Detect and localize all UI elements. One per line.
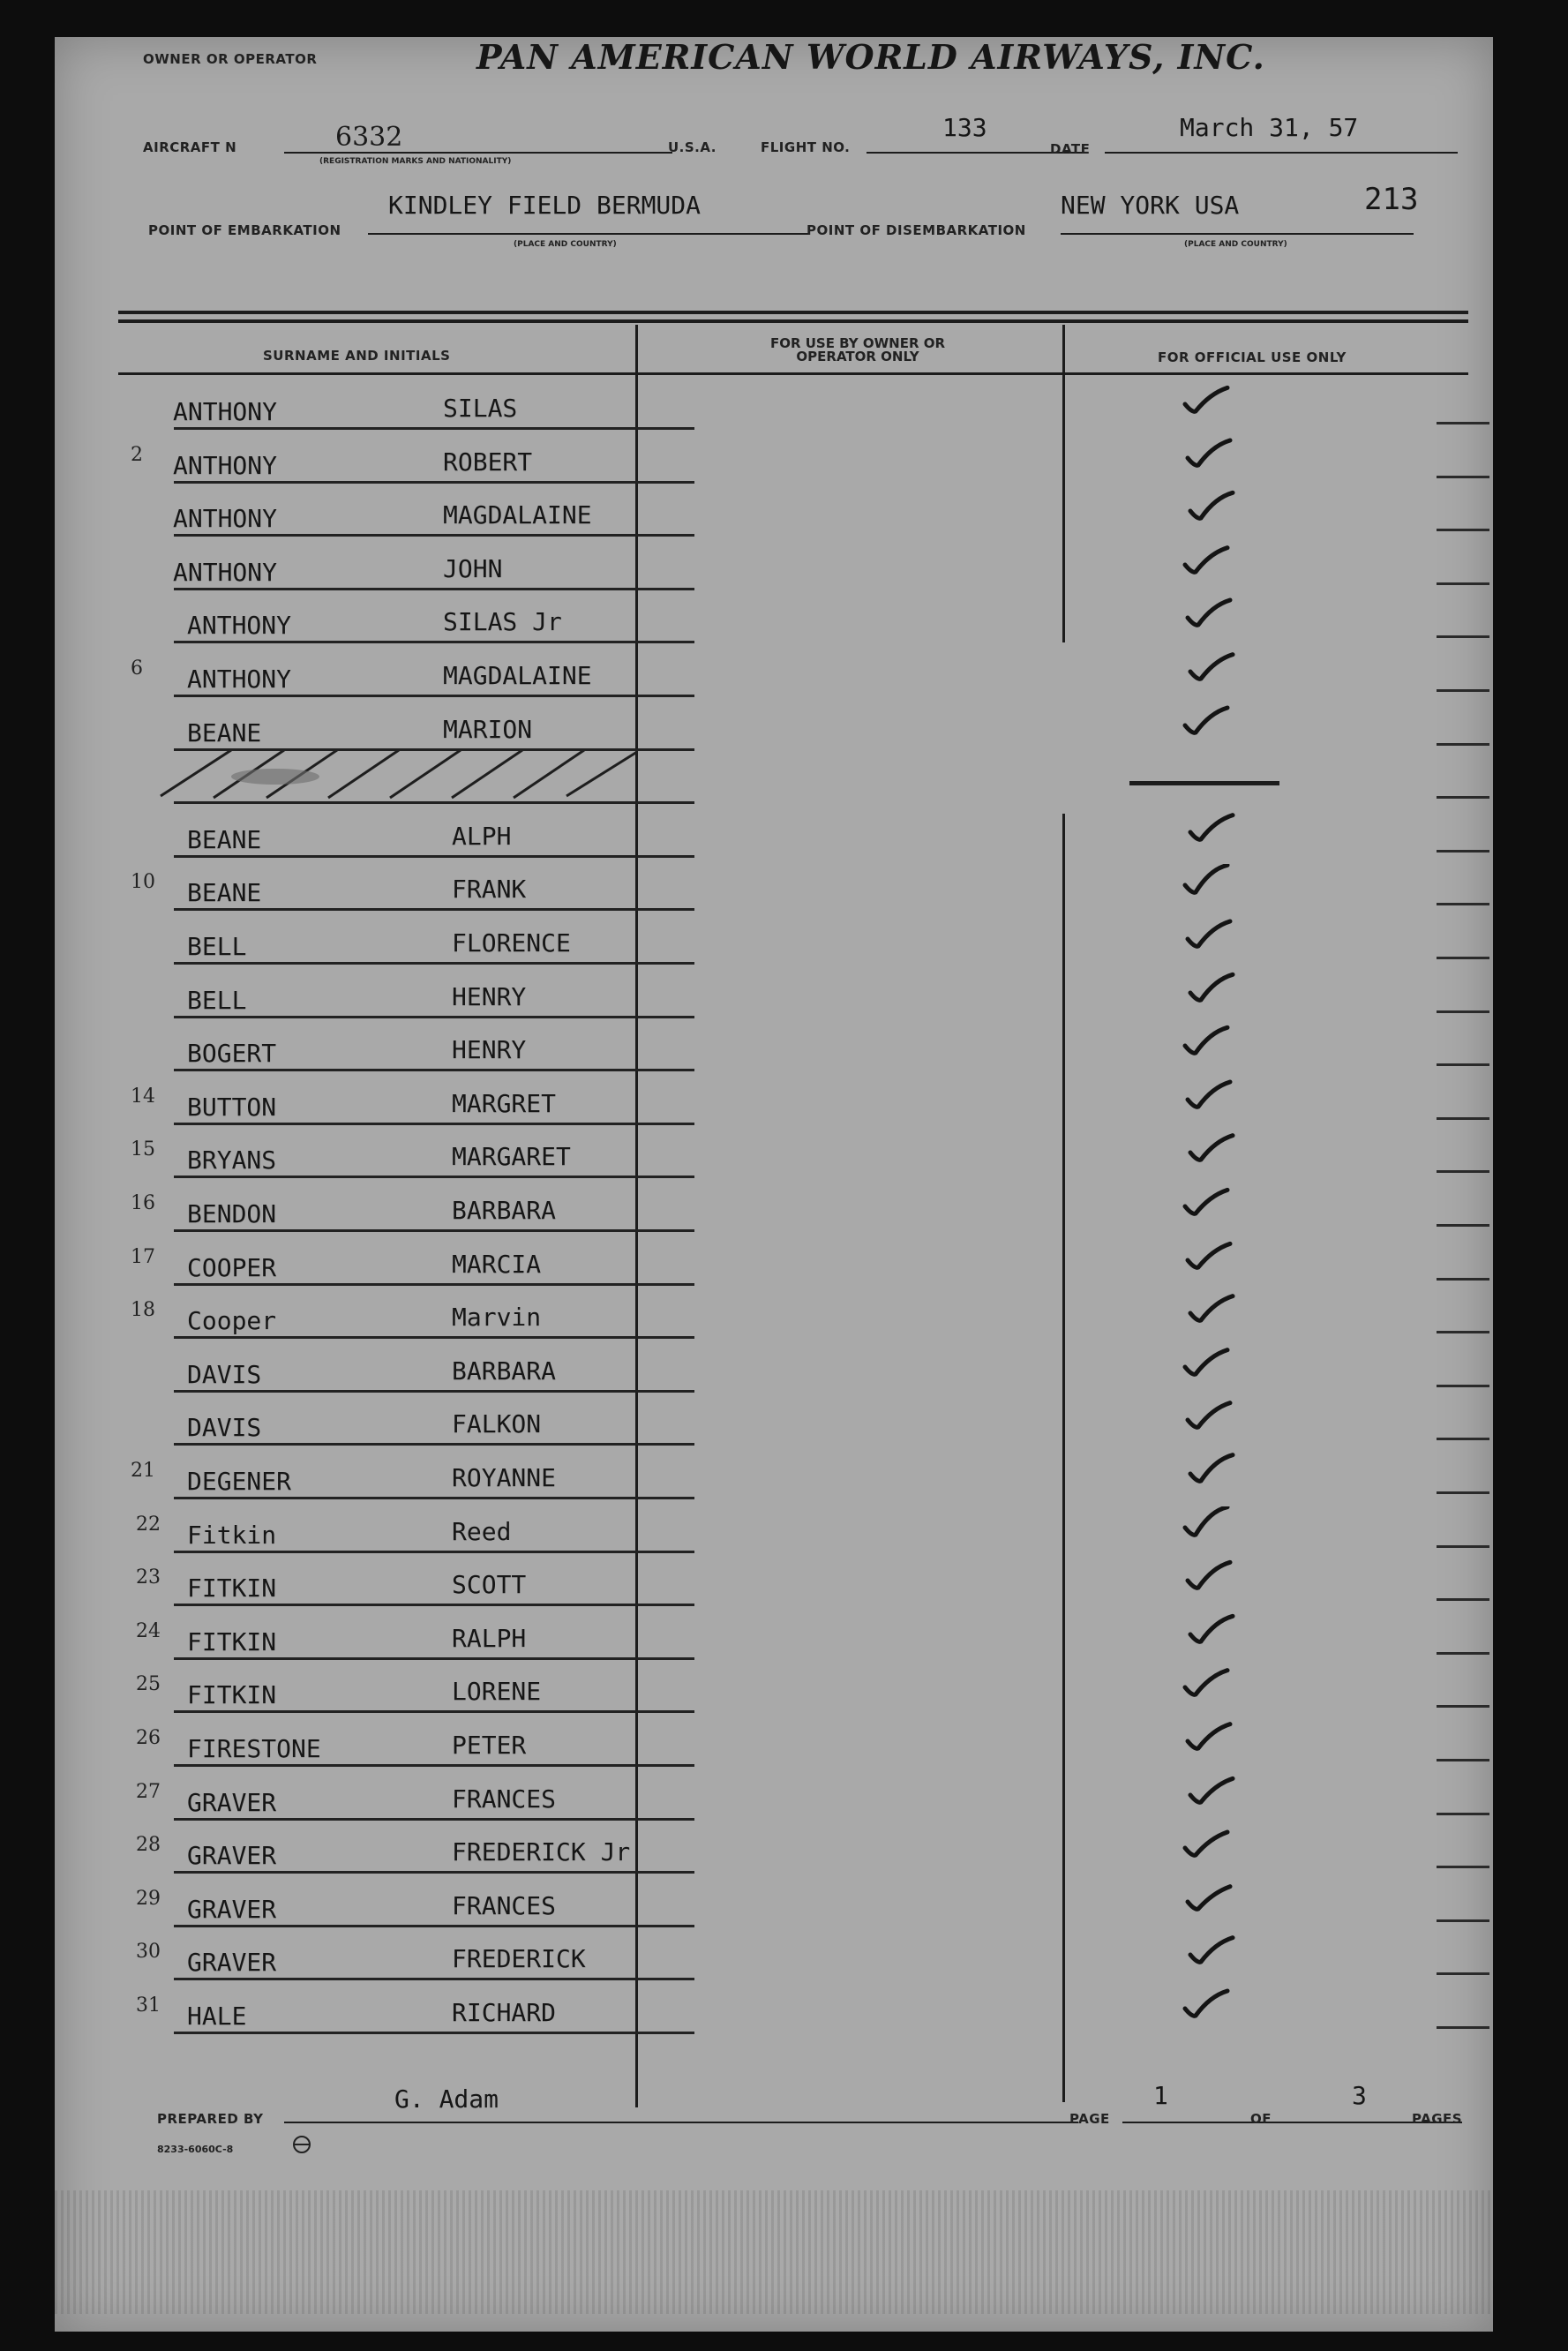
margin-dash — [1437, 2026, 1489, 2029]
row-divider — [174, 1123, 694, 1125]
margin-dash — [1437, 1652, 1489, 1655]
given-name-cell: BARBARA — [452, 1196, 557, 1225]
aircraft-value: 6332 — [335, 122, 403, 153]
row-number: 21 — [131, 1460, 155, 1482]
disembark-underline — [1061, 233, 1414, 235]
surname-cell: FIRESTONE — [187, 1734, 321, 1763]
margin-dash — [1437, 1759, 1489, 1761]
row-divider — [174, 1764, 694, 1767]
prepared-label: PREPARED BY — [157, 2111, 264, 2127]
check-mark-icon — [1185, 972, 1238, 1007]
check-mark-icon — [1182, 597, 1235, 632]
given-name-cell: FREDERICK — [452, 1944, 586, 1974]
margin-dash — [1437, 903, 1489, 905]
owner-value: PAN AMERICAN WORLD AIRWAYS, INC. — [476, 37, 1265, 77]
column-owner-use: FOR USE BY OWNER OR OPERATOR ONLY — [769, 335, 946, 364]
row-number: 28 — [136, 1834, 161, 1857]
row-divider — [174, 1390, 694, 1393]
margin-dash — [1437, 1117, 1489, 1120]
surname-cell: BOGERT — [187, 1039, 277, 1069]
aircraft-label: AIRCRAFT N — [143, 139, 237, 155]
header-rule-top — [118, 311, 1468, 314]
owner-label: OWNER OR OPERATOR — [143, 51, 318, 67]
surname-cell: ANTHONY — [173, 450, 278, 480]
surname-cell: GRAVER — [187, 1841, 277, 1871]
row-divider — [174, 1336, 694, 1339]
surname-cell: BELL — [187, 985, 247, 1015]
disembark-label: POINT OF DISEMBARKATION — [807, 222, 1026, 238]
embark-underline — [368, 233, 809, 235]
row-number: 17 — [131, 1245, 155, 1268]
check-mark-icon — [1185, 1613, 1238, 1649]
surname-cell: ANTHONY — [187, 665, 292, 694]
column-official-use: FOR OFFICIAL USE ONLY — [1158, 349, 1347, 365]
row-divider — [174, 908, 694, 911]
given-name-cell: BARBARA — [452, 1356, 557, 1386]
page-label: PAGE — [1069, 2111, 1110, 2127]
given-name-cell: HENRY — [452, 981, 527, 1011]
check-mark-icon — [1182, 1239, 1235, 1274]
check-mark-icon — [1182, 918, 1235, 953]
margin-dash — [1437, 1278, 1489, 1281]
row-number: 29 — [136, 1887, 161, 1910]
given-name-cell: PETER — [452, 1731, 527, 1760]
surname-cell: ANTHONY — [173, 397, 278, 426]
surname-cell: HALE — [187, 2002, 247, 2031]
column-surname: SURNAME AND INITIALS — [263, 348, 451, 364]
margin-dash — [1437, 1972, 1489, 1975]
margin-dash — [1437, 476, 1489, 478]
check-mark-icon — [1185, 650, 1238, 686]
given-name-cell: Marvin — [452, 1303, 542, 1333]
prepared-underline — [284, 2122, 1078, 2123]
row-number: 18 — [131, 1299, 155, 1322]
margin-dash — [1437, 1438, 1489, 1440]
margin-dash — [1437, 689, 1489, 692]
row-divider — [174, 1871, 694, 1874]
date-value: March 31, 57 — [1180, 113, 1359, 142]
pages-label: PAGES — [1412, 2111, 1463, 2127]
given-name-cell: SILAS Jr — [443, 607, 562, 637]
row-divider — [174, 481, 694, 484]
surname-cell: BEANE — [187, 717, 262, 747]
surname-cell: GRAVER — [187, 1894, 277, 1924]
printer-logo-icon — [289, 2130, 325, 2157]
official-strike-mark — [1129, 781, 1279, 785]
row-divider — [174, 2032, 694, 2034]
given-name-cell: Reed — [452, 1516, 512, 1546]
embark-label: POINT OF EMBARKATION — [148, 222, 341, 238]
row-divider — [174, 427, 694, 430]
aircraft-sublabel: (REGISTRATION MARKS AND NATIONALITY) — [319, 157, 512, 166]
surname-cell: BENDON — [187, 1199, 277, 1228]
usa-label: U.S.A. — [668, 139, 716, 155]
surname-cell: ANTHONY — [173, 504, 278, 534]
date-label: DATE — [1050, 141, 1091, 157]
check-mark-icon — [1180, 1987, 1233, 2023]
surname-cell: GRAVER — [187, 1948, 277, 1978]
margin-dash — [1437, 1598, 1489, 1601]
row-divider — [174, 1443, 694, 1446]
of-label: OF — [1250, 2111, 1272, 2127]
column-divider-2a — [1062, 325, 1065, 642]
struck-row-hatching — [152, 743, 646, 805]
given-name-cell: FRANCES — [452, 1784, 557, 1814]
check-mark-icon — [1185, 811, 1238, 846]
given-name-cell: RICHARD — [452, 1998, 557, 2027]
margin-dash — [1437, 635, 1489, 638]
page-value: 1 — [1153, 2081, 1168, 2110]
margin-dash — [1437, 796, 1489, 799]
given-name-cell: MARGARET — [452, 1142, 571, 1172]
embark-value: KINDLEY FIELD BERMUDA — [388, 191, 701, 220]
given-name-cell: JOHN — [443, 553, 503, 583]
column-header-rule — [118, 372, 1468, 375]
row-divider — [174, 1978, 694, 1980]
check-mark-icon — [1185, 1131, 1238, 1167]
check-mark-icon — [1180, 1025, 1233, 1060]
margin-dash — [1437, 1063, 1489, 1066]
given-name-cell: FALKON — [452, 1409, 542, 1439]
row-divider — [174, 641, 694, 643]
row-divider — [174, 1657, 694, 1660]
row-number: 16 — [131, 1192, 155, 1214]
check-mark-icon — [1180, 704, 1233, 740]
given-name-cell: SCOTT — [452, 1570, 527, 1600]
embark-sublabel: (PLACE AND COUNTRY) — [514, 240, 617, 249]
margin-dash — [1437, 1705, 1489, 1708]
margin-dash — [1437, 850, 1489, 853]
row-divider — [174, 1710, 694, 1713]
margin-dash — [1437, 743, 1489, 746]
check-mark-icon — [1185, 1453, 1238, 1488]
margin-dash — [1437, 1170, 1489, 1173]
bottom-smudge — [55, 2190, 1493, 2314]
row-number: 22 — [136, 1513, 161, 1536]
margin-dash — [1437, 1331, 1489, 1333]
margin-dash — [1437, 1224, 1489, 1227]
row-divider — [174, 695, 694, 697]
check-mark-icon — [1180, 864, 1233, 899]
given-name-cell: MARCIA — [452, 1249, 542, 1279]
margin-dash — [1437, 1491, 1489, 1494]
flight-value: 133 — [942, 113, 987, 142]
given-name-cell: MARION — [443, 714, 533, 744]
margin-dash — [1437, 582, 1489, 585]
surname-cell: BRYANS — [187, 1145, 277, 1176]
column-divider-1 — [635, 325, 638, 2107]
row-divider — [174, 1016, 694, 1018]
row-divider — [174, 1069, 694, 1071]
margin-dash — [1437, 422, 1489, 424]
surname-cell: GRAVER — [187, 1787, 277, 1817]
row-number: 25 — [136, 1673, 161, 1696]
row-divider — [174, 1818, 694, 1821]
margin-dash — [1437, 1919, 1489, 1922]
given-name-cell: FLORENCE — [452, 928, 571, 958]
margin-dash — [1437, 1010, 1489, 1013]
check-mark-icon — [1182, 1881, 1235, 1916]
surname-cell: DAVIS — [187, 1413, 262, 1443]
of-value: 3 — [1352, 2081, 1367, 2110]
row-divider — [174, 1497, 694, 1499]
date-underline — [1105, 152, 1458, 154]
row-number: 31 — [136, 1994, 161, 2017]
margin-dash — [1437, 1385, 1489, 1387]
check-mark-icon — [1182, 1078, 1235, 1114]
surname-cell: DAVIS — [187, 1359, 262, 1389]
row-divider — [174, 588, 694, 590]
given-name-cell: SILAS — [443, 394, 518, 423]
check-mark-icon — [1180, 1506, 1233, 1542]
page-underline — [1122, 2122, 1299, 2123]
surname-cell: FITKIN — [187, 1680, 277, 1710]
given-name-cell: MAGDALAINE — [443, 500, 592, 530]
surname-cell: BELL — [187, 932, 247, 961]
check-mark-icon — [1182, 437, 1235, 472]
row-divider — [174, 855, 694, 858]
given-name-cell: ROYANNE — [452, 1463, 557, 1492]
form-number: 8233-6060C-8 — [157, 2144, 234, 2155]
given-name-cell: HENRY — [452, 1035, 527, 1065]
row-number: 15 — [131, 1138, 155, 1161]
row-number: 14 — [131, 1085, 155, 1108]
margin-dash — [1437, 1813, 1489, 1815]
surname-cell: BUTTON — [187, 1092, 277, 1122]
row-number: 24 — [136, 1619, 161, 1642]
manifest-sheet — [55, 37, 1493, 2332]
surname-cell: BEANE — [187, 824, 262, 854]
row-divider — [174, 1283, 694, 1286]
given-name-cell: FREDERICK Jr — [452, 1837, 631, 1867]
header-rule-bottom — [118, 319, 1468, 323]
disembark-sublabel: (PLACE AND COUNTRY) — [1184, 240, 1287, 249]
disembark-value: NEW YORK USA — [1061, 191, 1240, 220]
surname-cell: FITKIN — [187, 1626, 277, 1656]
row-number: 30 — [136, 1941, 161, 1964]
row-number: 26 — [136, 1727, 161, 1749]
margin-dash — [1437, 529, 1489, 531]
row-divider — [174, 1176, 694, 1178]
check-mark-icon — [1180, 1827, 1233, 1862]
row-number: 6 — [131, 657, 143, 680]
surname-cell: ANTHONY — [173, 557, 278, 587]
check-mark-icon — [1180, 1185, 1233, 1221]
row-number: 23 — [136, 1566, 161, 1589]
surname-cell: FITKIN — [187, 1574, 277, 1604]
margin-dash — [1437, 957, 1489, 959]
row-divider — [174, 962, 694, 965]
given-name-cell: FRANK — [452, 875, 527, 905]
given-name-cell: MAGDALAINE — [443, 661, 592, 690]
surname-cell: BEANE — [187, 878, 262, 908]
surname-cell: ANTHONY — [187, 611, 292, 641]
given-name-cell: MARGRET — [452, 1088, 557, 1118]
check-mark-icon — [1185, 1292, 1238, 1327]
check-mark-icon — [1180, 383, 1233, 418]
column-divider-2b — [1062, 814, 1065, 2102]
given-name-cell: RALPH — [452, 1623, 527, 1653]
surname-cell: DEGENER — [187, 1467, 292, 1496]
check-mark-icon — [1185, 1934, 1238, 1969]
check-mark-icon — [1185, 490, 1238, 525]
sheet-number: 213 — [1364, 182, 1419, 217]
check-mark-icon — [1180, 544, 1233, 579]
given-name-cell: ALPH — [452, 821, 512, 851]
row-number: 27 — [136, 1780, 161, 1803]
surname-cell: Cooper — [187, 1306, 277, 1336]
check-mark-icon — [1182, 1559, 1235, 1595]
given-name-cell: LORENE — [452, 1677, 542, 1707]
row-divider — [174, 1604, 694, 1606]
check-mark-icon — [1185, 1774, 1238, 1809]
given-name-cell: FRANCES — [452, 1890, 557, 1920]
row-divider — [174, 1551, 694, 1553]
row-divider — [174, 748, 694, 751]
row-divider — [174, 534, 694, 537]
check-mark-icon — [1180, 1666, 1233, 1701]
prepared-value: G. Adam — [394, 2084, 499, 2114]
row-divider — [174, 801, 694, 804]
margin-dash — [1437, 1866, 1489, 1868]
row-divider — [174, 1925, 694, 1927]
surname-cell: Fitkin — [187, 1520, 277, 1550]
flight-label: FLIGHT NO. — [761, 139, 851, 155]
check-mark-icon — [1182, 1399, 1235, 1434]
margin-dash — [1437, 1545, 1489, 1548]
given-name-cell: ROBERT — [443, 447, 533, 477]
row-divider — [174, 1229, 694, 1232]
row-number: 2 — [131, 443, 143, 466]
surname-cell: COOPER — [187, 1252, 277, 1282]
check-mark-icon — [1182, 1720, 1235, 1755]
row-number: 10 — [131, 871, 155, 894]
check-mark-icon — [1180, 1346, 1233, 1381]
